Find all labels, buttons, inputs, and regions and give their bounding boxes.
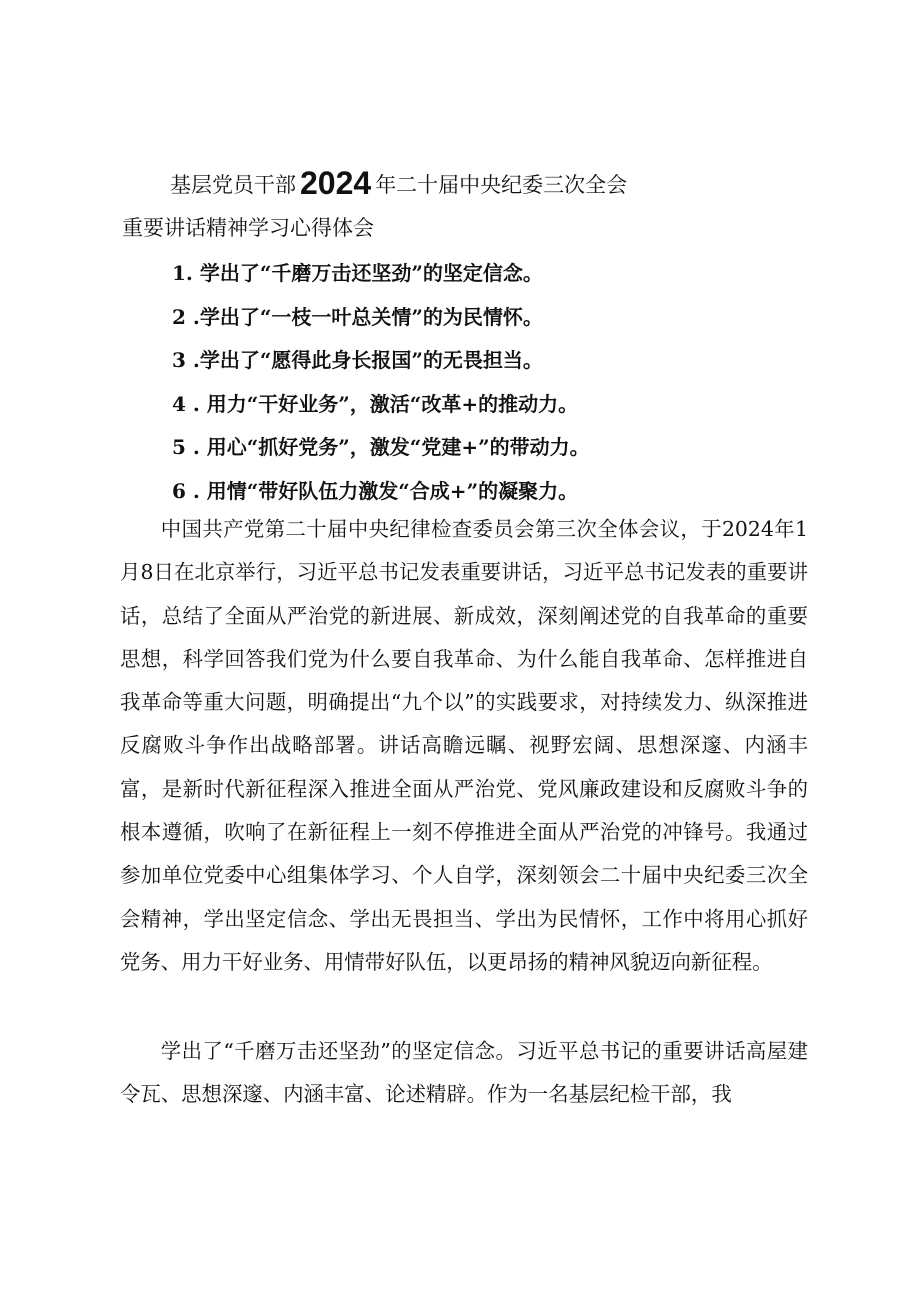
outline-item: 1. 学出了“千磨万击还坚劲”的坚定信念。 xyxy=(172,261,543,285)
title-prefix: 基层党员干部 xyxy=(170,173,296,197)
body-paragraph-intro: 中国共产党第二十届中央纪律检查委员会第三次全体会议，于2024年1月8日在北京举行，习近平总书记发表重要讲话，习近平总书记发表的重要讲话，总结了全面从严治党的新进展、新成效，深刻阐述党的自我革命的重要思想，科学回答我们党为什么要自我革命、为什么能自我革命、怎样推进自我革命等重大问题，明确提出“九个以”的实践要求，对持续发力、纵深推进反腐败斗争作出战略部署。讲话高瞻远瞩、视野宏阔、思想深邃、内涵丰富，是新时代新征程深入推进全面从严治党、党风廉政建设和反腐败斗争的根本遵循，吹响了在新征程上一刻不停推进全面从严治党的冲锋号。我通过参加单位党委中心组集体学习、个人自学，深刻领会二十届中央纪委三次全会精神，学出坚定信念、学出无畏担当、学出为民情怀，工作中将用心抓好党务、用力干好业务、用情带好队伍，以更昂扬的精神风貌迈向新征程。 xyxy=(120,517,808,974)
outline-item: 3 .学出了“愿得此身长报国”的无畏担当。 xyxy=(172,348,543,372)
outline-item: 5 . 用心“抓好党务”，激发“党建+”的带动力。 xyxy=(172,435,590,459)
outline-list xyxy=(172,252,590,513)
outline-item: 2 .学出了“一枝一叶总关情”的为民情怀。 xyxy=(172,304,543,329)
title-year: 2024 xyxy=(300,165,372,201)
title-suffix: 年二十届中央纪委三次全会 xyxy=(375,173,628,197)
body-paragraph-section-1: 学出了“千磨万击还坚劲”的坚定信念。习近平总书记的重要讲话高屋建令瓦、思想深邃、内涵丰富、论述精辟。作为一名基层纪检干部，我 xyxy=(120,1039,808,1107)
outline-item: 4 . 用力“干好业务”，激活“改革+的推动力。 xyxy=(172,391,579,416)
outline-item: 6 . 用情“带好队伍力激发“合成+”的凝聚力。 xyxy=(172,478,579,503)
document-title-line-1 xyxy=(170,163,627,205)
document-title-line-2: 重要讲话精神学习心得体会 xyxy=(122,216,374,240)
